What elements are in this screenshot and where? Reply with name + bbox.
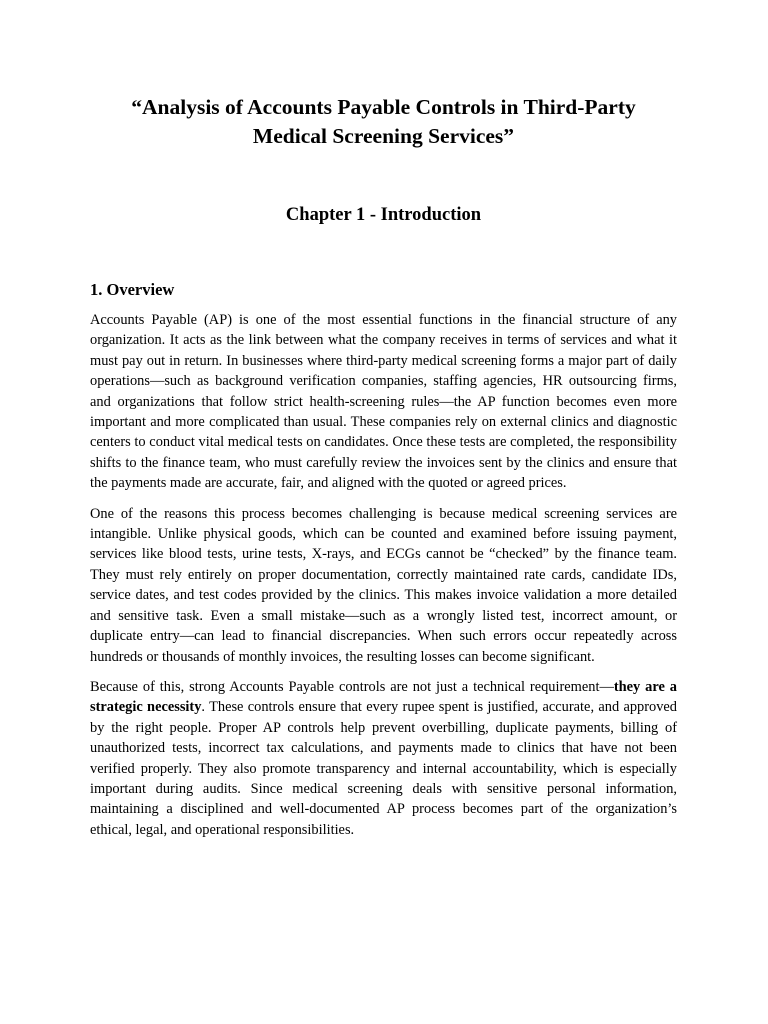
paragraph-3-bold-phrase: they are a strategic necessity [90,678,677,716]
document-title-line-1: “Analysis of Accounts Payable Controls in Third-Party [131,95,636,119]
section-heading-overview: 1. Overview [90,280,175,299]
paragraph-1: Accounts Payable (AP) is one of the most essential functions in the financial structure of any organization. It acts as the link between what the company receives in terms of services and what it must pay out in return. In businesses where third-party medical screening forms a major part of daily operations—such as background verification companies, staffing agencies, HR outsourcing firms, and organizations that follow strict health-screening rules—the AP function becomes even more important and more complicated than usual. These companies rely on external clinics and diagnostic centers to conduct vital medical tests on candidates. Once these tests are completed, the responsibility shifts to the finance team, who must carefully review the invoices sent by the clinics and ensure that the payments made are accurate, fair, and aligned with the quoted or agreed prices. [90,312,677,492]
paragraph-2: One of the reasons this process becomes challenging is because medical screening services are intangible. Unlike physical goods, which can be counted and examined before issuing payment, services like blood tests, urine tests, X-rays, and ECGs cannot be “checked” by the finance team. They must rely entirely on proper documentation, correctly maintained rate cards, candidate IDs, service dates, and test codes provided by the clinics. This makes invoice validation a more detailed and sensitive task. Even a small mistake—such as a wrongly listed test, incorrect amount, or duplicate entry—can lead to financial discrepancies. When such errors occur repeatedly across hundreds or thousands of monthly invoices, the resulting losses can become significant. [90,505,677,665]
chapter-title: Chapter 1 - Introduction [285,205,482,225]
document-title-line-2: Medical Screening Services” [252,124,515,148]
paragraph-3 [90,677,677,840]
paragraph-3-text-end: . These controls ensure that every rupee spent is justified, accurate, and approved by the right people. Proper AP controls help prevent overbilling, duplicate payments, billing of unauthorized tests, incorrect tax calculations, and payments made to clinics that have not been verified properly. They also promote transparency and internal accountability, which is especially important during audits. Since medical screening deals with sensitive personal information, maintaining a disciplined and well-documented AP process becomes part of the organization’s ethical, legal, and operational responsibilities. [90,699,678,838]
paragraph-3-text-start: Because of this, strong Accounts Payable controls are not just a technical requirement— [90,678,614,695]
document-title [90,93,677,151]
